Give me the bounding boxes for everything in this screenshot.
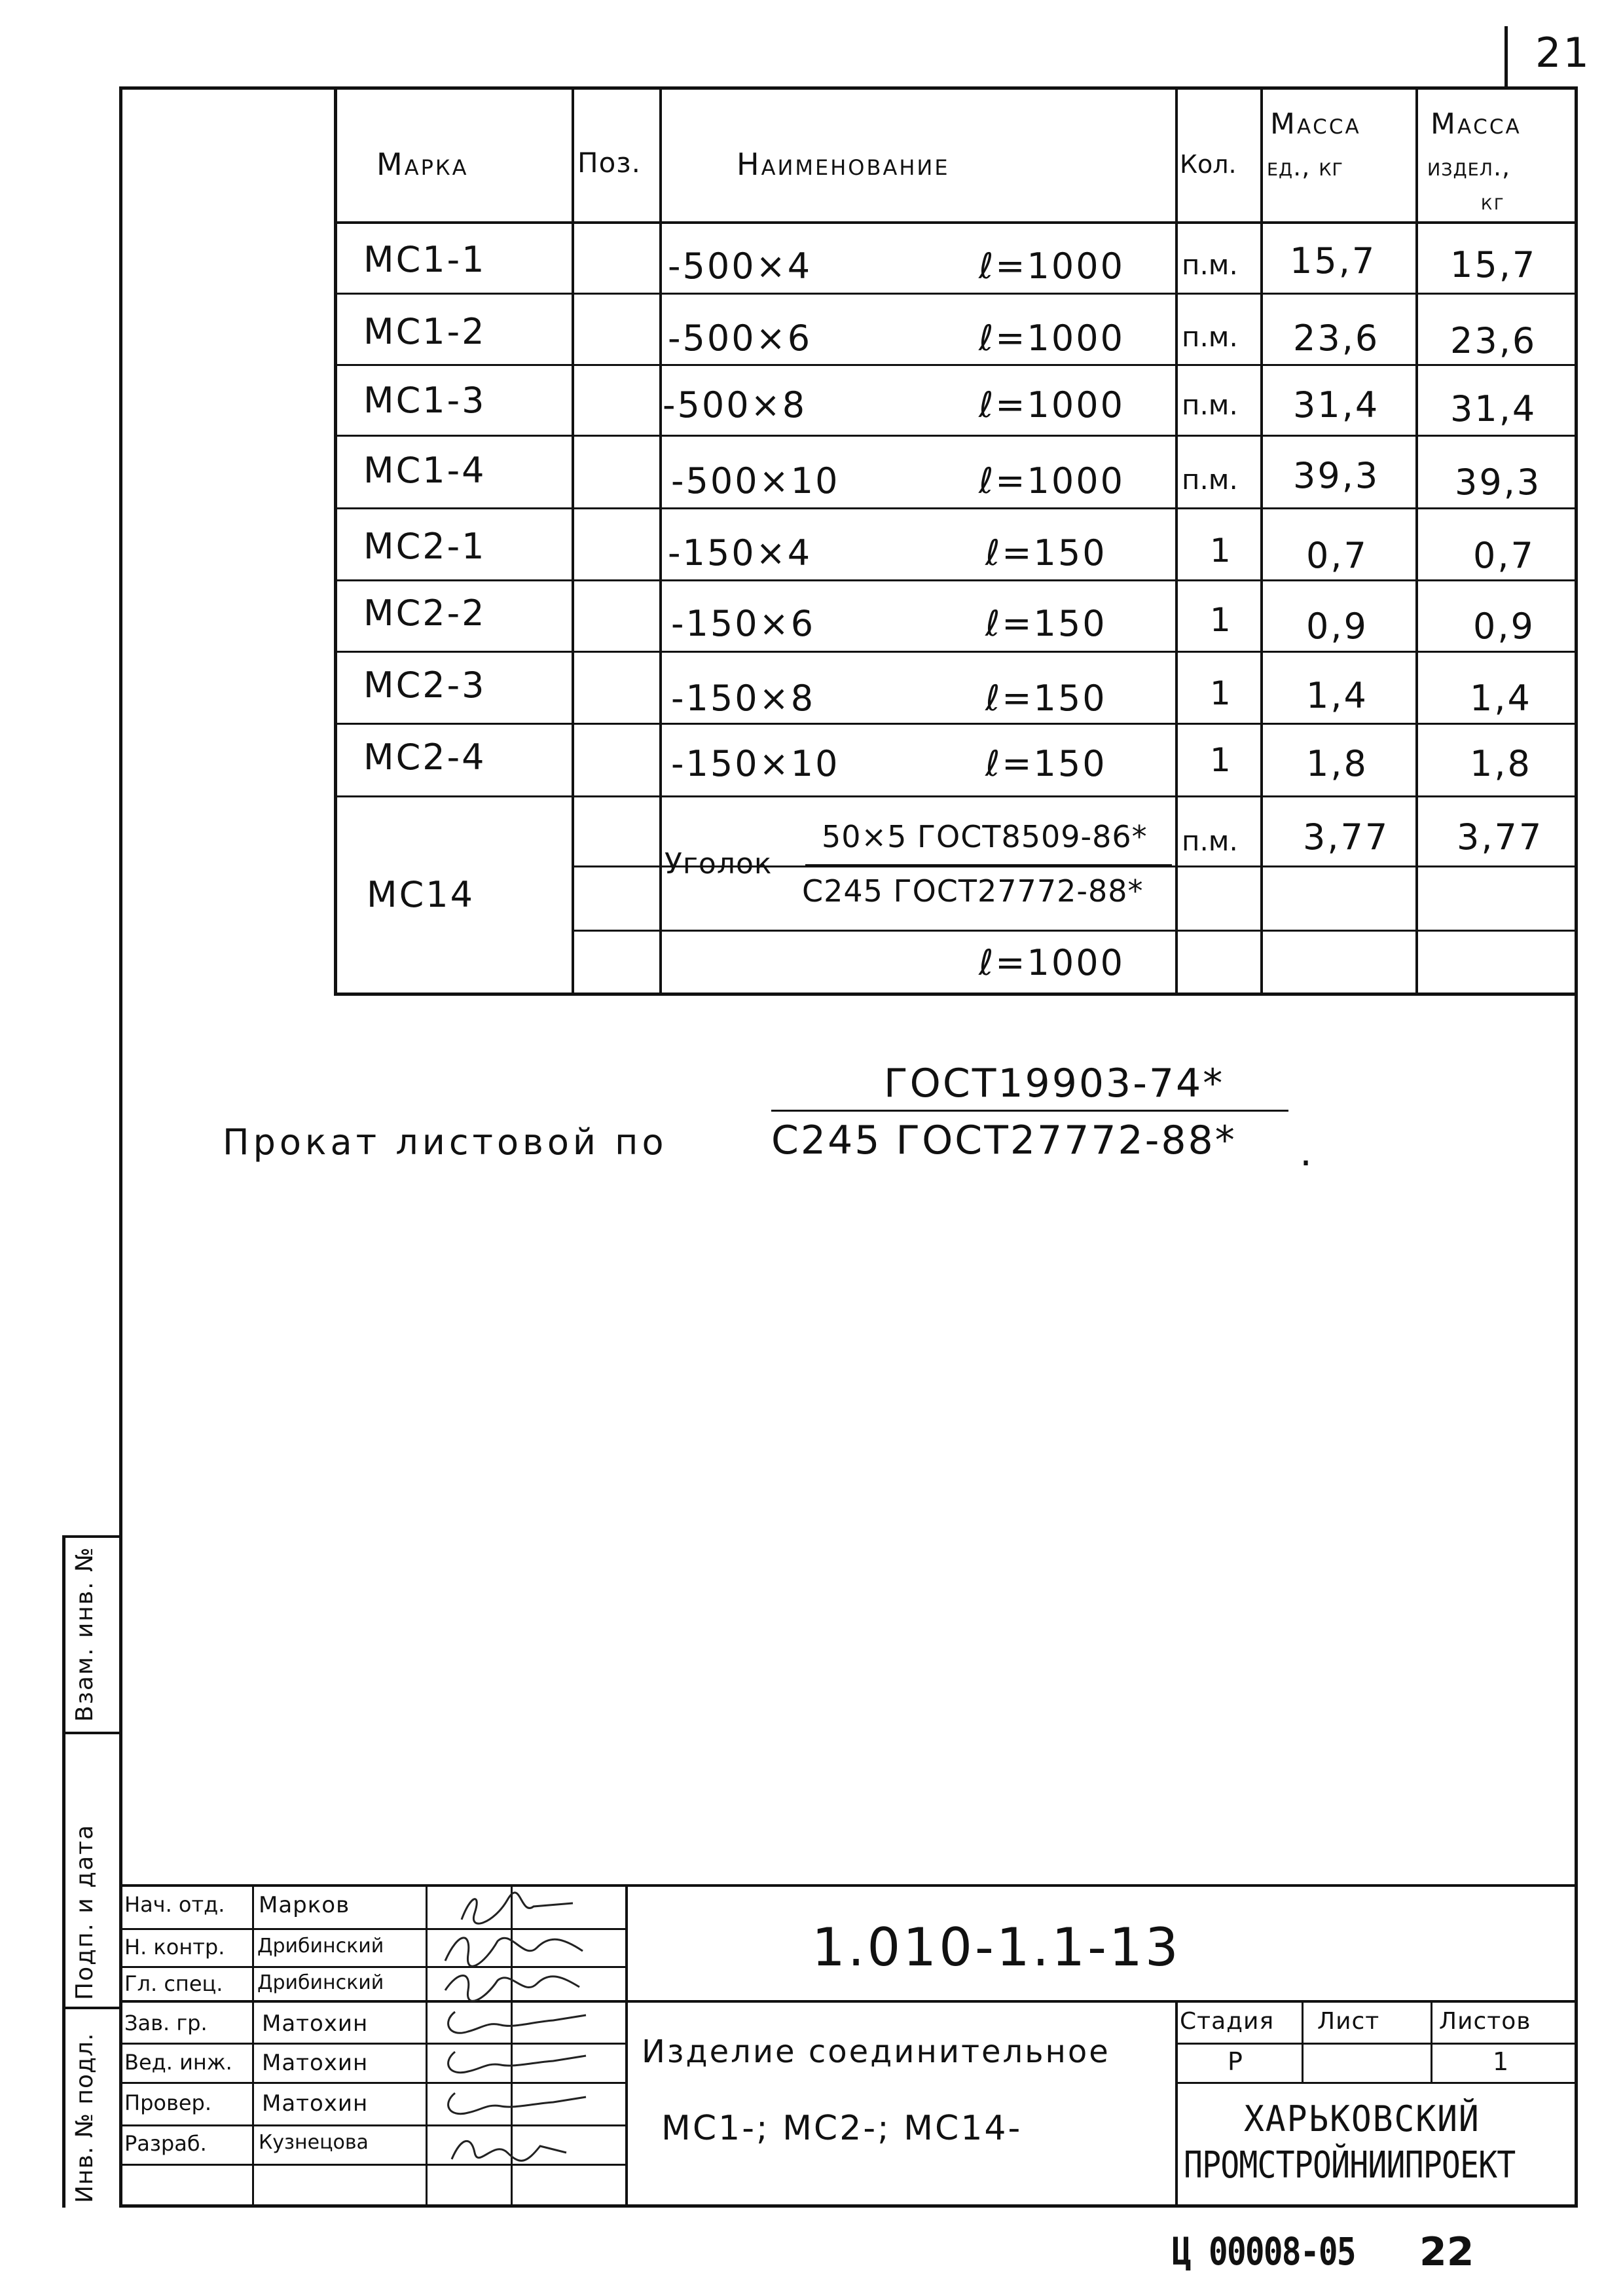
row-qty: 1 [1210,674,1233,712]
row-mark: МС1-4 [363,450,486,491]
description-line-2: МС1-; МС2-; МС14- [661,2109,1023,2148]
footer-code: Ц 00008-05 [1172,2229,1355,2274]
sheets-label: Листов [1439,2008,1531,2035]
row-mass-unit: 31,4 [1293,384,1380,426]
role-label: Зав. гр. [124,2011,208,2035]
sheet-label: Лист [1317,2008,1380,2035]
note-text: Прокат листовой по [223,1121,668,1163]
row-length: ℓ=1000 [979,318,1125,359]
person-name: Дрибинский [257,1971,384,1994]
row-qty: п.м. [1182,464,1238,496]
signature-dribinsky-2 [432,1964,622,2003]
row-qty: п.м. [1182,389,1238,421]
row-mass-item: 15,7 [1450,244,1537,285]
side-podp-data: Подп. и дата [71,1823,98,2000]
signature-matokhin-2 [435,2044,625,2082]
angle-spec-top: 50×5 ГОСТ8509-86* [822,819,1148,854]
description-line-1: Изделие соединительное [642,2033,1110,2070]
person-name: Дрибинский [257,1935,384,1958]
side-inv-podl: Инв. № подл. [71,2032,98,2203]
row-mass-unit: 0,9 [1306,606,1368,647]
row-name: -500×8 [663,384,807,426]
row-mass-item: 0,9 [1473,606,1535,647]
row-length: ℓ=150 [985,678,1107,719]
angle-length: ℓ=1000 [979,942,1125,983]
row-mass-unit: 3,77 [1303,816,1390,858]
angle-name-prefix: Уголок [665,847,773,881]
header-mass-item-3: кг [1481,189,1506,215]
row-name: -500×4 [668,246,812,287]
row-mass-unit: 1,8 [1306,743,1368,784]
note-standard-bottom: С245 ГОСТ27772-88* [771,1118,1237,1163]
header-qty: Кол. [1180,150,1237,179]
row-qty: 1 [1210,532,1233,570]
note-end: . [1300,1129,1315,1175]
row-length: ℓ=150 [985,532,1107,574]
row-length: ℓ=1000 [979,460,1125,501]
row-mark: МС2-3 [363,665,486,706]
person-name: Матохин [262,2050,369,2076]
role-label: Н. контр. [124,1935,225,1959]
organization-line-2: ПРОМСТРОЙНИИПРОЕКТ [1184,2144,1516,2187]
organization-line-1: ХАРЬКОВСКИЙ [1244,2098,1480,2140]
row-mark: МС2-1 [363,526,486,567]
row-mass-unit: 15,7 [1290,240,1377,282]
row-mass-item: 1,4 [1470,678,1532,719]
signature-kuznetsova [435,2126,625,2166]
stage-value: Р [1228,2047,1245,2076]
row-mark: МС2-4 [363,737,486,778]
row-mass-item: 23,6 [1450,320,1537,361]
footer-page: 22 [1419,2229,1474,2275]
person-name: Марков [259,1892,350,1918]
row-length: ℓ=1000 [979,246,1125,287]
row-mark: МС1-3 [363,380,486,421]
stage-label: Стадия [1180,2008,1275,2035]
row-qty: п.м. [1182,249,1238,281]
row-mark: МС2-2 [363,592,486,634]
page-number: 21 [1535,29,1591,77]
header-name: Наименование [737,147,950,182]
row-mass-item: 3,77 [1457,816,1544,858]
role-label: Вед. инж. [124,2050,232,2075]
row-mass-item: 39,3 [1455,462,1542,503]
angle-fraction-line [805,864,1172,866]
header-mass-item-2: издел., [1427,153,1511,181]
header-mass-item-1: Масса [1431,107,1522,141]
sheets-value: 1 [1493,2047,1511,2076]
role-label: Разраб. [124,2131,207,2156]
row-mark: МС1-1 [363,239,486,280]
row-qty: п.м. [1182,321,1238,353]
row-mass-item: 31,4 [1450,388,1537,429]
document-code: 1.010-1.1-13 [812,1917,1181,1978]
row-name: -150×8 [671,678,816,719]
row-qty: 1 [1210,601,1233,639]
row-mass-unit: 0,7 [1306,535,1368,576]
person-name: Матохин [262,2011,369,2037]
note-standard-top: ГОСТ19903-74* [884,1061,1225,1106]
header-mass-unit-2: ед., кг [1267,153,1344,181]
person-name: Матохин [262,2090,369,2117]
role-label: Провер. [124,2090,211,2115]
row-mark: МС1-2 [363,311,486,352]
row-name: -500×6 [668,318,812,359]
row-mass-item: 1,8 [1470,743,1532,784]
side-inv-zam: Взам. инв. № [71,1546,98,1722]
row-name: -150×4 [668,532,812,574]
signature-matokhin-1 [435,2002,625,2043]
row-length: ℓ=150 [985,743,1107,784]
row-mass-unit: 39,3 [1293,455,1380,496]
row-name: -150×6 [671,603,816,644]
row-mass-item: 0,7 [1473,535,1535,576]
row-length: ℓ=1000 [979,384,1125,426]
row-length: ℓ=150 [985,603,1107,644]
row-qty: 1 [1210,741,1233,779]
person-name: Кузнецова [259,2131,369,2154]
row-name: -150×10 [671,743,840,784]
signature-matokhin-3 [435,2084,625,2124]
note-fraction-line [771,1110,1288,1112]
header-mass-unit-1: Масса [1270,107,1361,141]
row-mass-unit: 23,6 [1293,318,1380,359]
role-label: Гл. спец. [124,1971,223,1996]
row-mass-unit: 1,4 [1306,675,1368,716]
row-mark: МС14 [367,874,475,915]
angle-spec-bottom: С245 ГОСТ27772-88* [802,873,1144,909]
row-qty: п.м. [1182,825,1238,857]
signature-markov [435,1887,625,1927]
row-name: -500×10 [671,460,840,501]
header-pos: Поз. [577,147,641,179]
role-label: Нач. отд. [124,1892,225,1917]
header-mark: Марка [376,147,469,182]
